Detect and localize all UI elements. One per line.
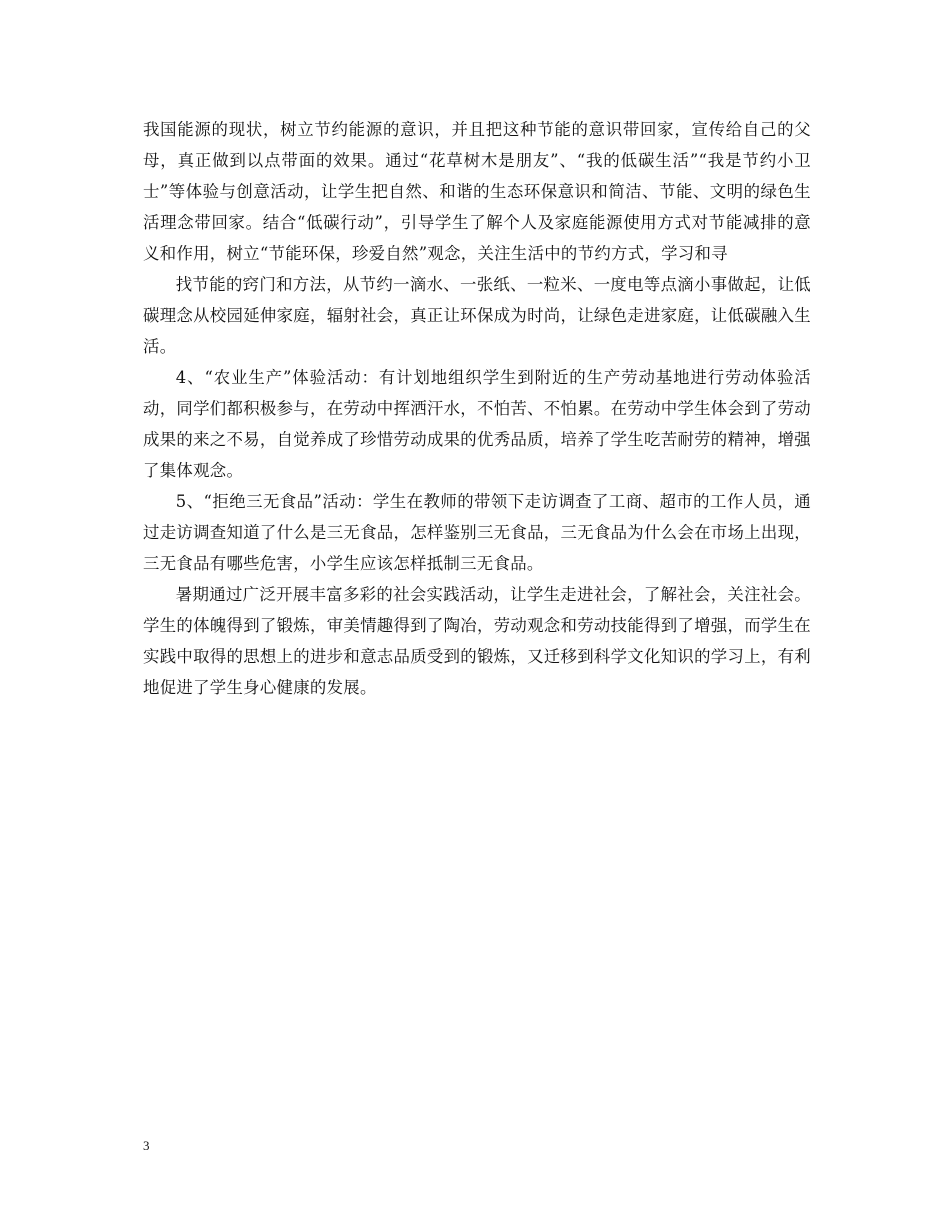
paragraph-2: 找节能的窍门和方法，从节约一滴水、一张纸、一粒米、一度电等点滴小事做起，让低碳理念从校园延伸家庭，辐射社会，真正让环保成为时尚，让绿色走进家庭，让低碳融入生活。 [143,275,811,356]
paragraph-4: 5、“拒绝三无食品”活动：学生在教师的带领下走访调查了工商、超市的工作人员，通过走访调查知道了什么是三无食品，怎样鉴别三无食品，三无食品为什么会在市场上出现，三无食品有哪些危害，小学生应该怎样抵制三无食品。 [143,492,811,573]
page-number: 3 [143,1138,150,1153]
paragraph-5: 暑期通过广泛开展丰富多彩的社会实践活动，让学生走进社会，了解社会，关注社会。学生的体魄得到了锻炼，审美情趣得到了陶冶，劳动观念和劳动技能得到了增强，而学生在实践中取得的思想上的进步和意志品质受到的锻炼，又迁移到科学文化知识的学习上，有利地促进了学生身心健康的发展。 [143,585,811,697]
paragraph-3: 4、“农业生产”体验活动：有计划地组织学生到附近的生产劳动基地进行劳动体验活动，同学们都积极参与，在劳动中挥洒汗水，不怕苦、不怕累。在劳动中学生体会到了劳动成果的来之不易，自觉养成了珍惜劳动成果的优秀品质，培养了学生吃苦耐劳的精神，增强了集体观念。 [143,368,811,480]
paragraph-1: 我国能源的现状，树立节约能源的意识，并且把这种节能的意识带回家，宣传给自己的父母，真正做到以点带面的效果。通过“花草树木是朋友”、“我的低碳生活”“我是节约小卫士”等体验与创意活动，让学生把自然、和谐的生态环保意识和简洁、节能、文明的绿色生活理念带回家。结合“低碳行动”，引导学生了解个人及家庭能源使用方式对节能减排的意义和作用，树立“节能环保，珍爱自然”观念，关注生活中的节约方式，学习和寻 [143,120,811,263]
document-body [143,114,811,703]
